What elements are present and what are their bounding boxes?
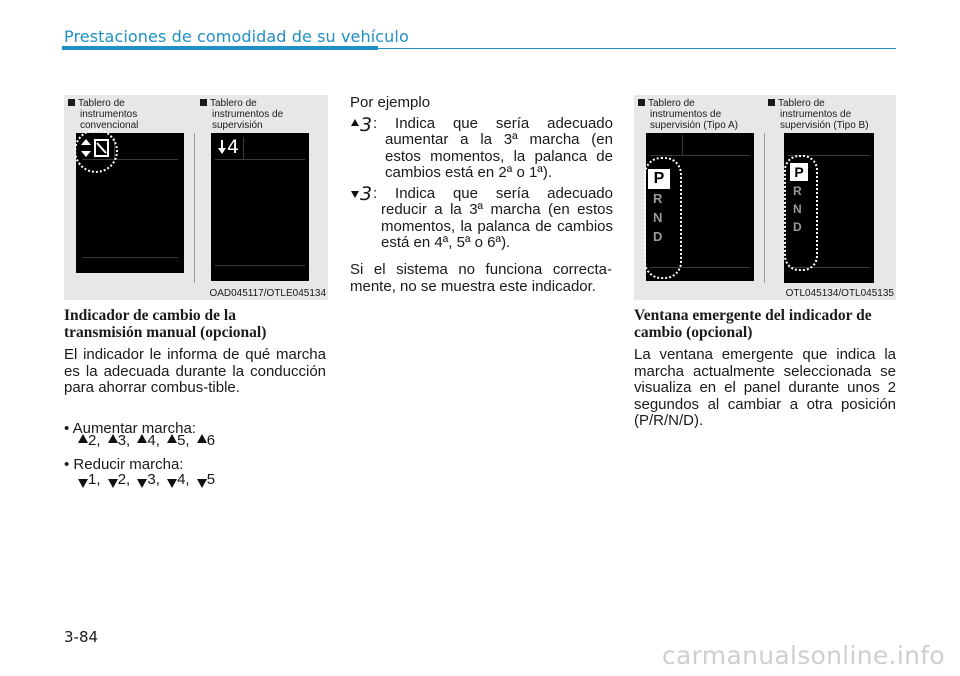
gear-r-label: R [793, 184, 802, 198]
figure-manual-gear-indicator [64, 95, 328, 300]
example-upshift-desc: aumentar a la 3ª marcha (en estos momentos, la palanca de cambios está en 2ª o 1ª). [385, 131, 613, 181]
caption-bullet-square [768, 99, 775, 106]
shift-down-icon [217, 139, 227, 155]
failure-note: Si el sistema no funciona correcta-mente, no se muestra este indicador. [350, 261, 612, 295]
figure-code: OAD045117/OTLE045134 [209, 288, 326, 299]
arrow-down-icon [78, 479, 88, 488]
section-heading-manual-indicator: Indicador de cambio de la transmisión manual (opcional) [64, 307, 267, 341]
caption-bullet-square [638, 99, 645, 106]
supervision-cluster-screen [211, 133, 309, 281]
downshift-gear-list: 1, 2, 3, 4, 5 [78, 471, 218, 488]
gear-n-label: N [793, 202, 802, 216]
arrow-up-icon [197, 434, 207, 443]
bullet-downshift: • Reducir marcha: [64, 456, 184, 473]
gear-r-label: R [653, 191, 663, 206]
figure-divider [194, 133, 195, 283]
manual-indicator-intro: El indicador le informa de qué marcha es la adecuada durante la conducción para ahorrar combus-tible. [64, 346, 326, 396]
arrow-down-icon [167, 479, 177, 488]
type-b-cluster-screen [784, 133, 874, 283]
figure-caption-supervision: Tablero de instrumentos de supervisión [200, 98, 283, 131]
upshift-gear-list: 2, 3, 4, 5, 6 [78, 432, 218, 449]
arrow-up-icon [108, 434, 118, 443]
example-downshift-glyph: 3 [351, 185, 377, 205]
arrow-up-icon [167, 434, 177, 443]
figure-gear-popup [634, 95, 896, 300]
gear-p-badge: P [790, 163, 808, 181]
figure-caption-conventional: Tablero de instrumentos convencional [68, 98, 138, 131]
figure-caption-type-b: Tablero de instrumentos de supervisión (Tipo B) [768, 98, 869, 131]
header-rule [62, 46, 378, 50]
section-heading-gear-popup: Ventana emergente del indicador de cambio (opcional) [634, 307, 872, 341]
example-upshift-glyph: 3 [351, 116, 377, 136]
target-gear-number: 4 [227, 136, 240, 158]
gear-popup-body: La ventana emergente que indica la marcha actualmente seleccionada se visualiza en el panel durante unos 2 segundos al cambiar a otra posición (P/R/N/D). [634, 346, 896, 429]
page-number: 3-84 [64, 628, 99, 646]
watermark: carmanualsonline.info [662, 641, 945, 670]
arrow-down-icon [197, 479, 207, 488]
figure-code: OTL045134/OTL045135 [785, 288, 894, 299]
conventional-cluster-screen [76, 133, 184, 273]
example-downshift-line1: : Indica que sería adecuado [373, 185, 613, 202]
example-downshift-desc: reducir a la 3ª marcha (en estos momentos, la palanca de cambios está en 4ª, 5ª o 6ª). [381, 201, 613, 251]
example-upshift-line1: : Indica que sería adecuado [373, 115, 613, 132]
caption-bullet-square [200, 99, 207, 106]
bullet-upshift: • Aumentar marcha: [64, 420, 196, 437]
figure-divider [764, 133, 765, 283]
type-a-cluster-screen [646, 133, 754, 281]
gear-d-label: D [653, 229, 663, 244]
figure-caption-type-a: Tablero de instrumentos de supervisión (Tipo A) [638, 98, 738, 131]
gear-p-badge: P [648, 169, 670, 189]
arrow-up-icon [351, 119, 359, 126]
arrow-down-icon [108, 479, 118, 488]
example-title: Por ejemplo [350, 94, 431, 111]
arrow-up-icon [78, 434, 88, 443]
arrow-down-icon [137, 479, 147, 488]
header-rule-thin [378, 48, 896, 49]
shift-updown-icon [80, 137, 114, 161]
section-header-title: Prestaciones de comodidad de su vehículo [64, 27, 409, 46]
gear-d-label: D [793, 220, 802, 234]
caption-bullet-square [68, 99, 75, 106]
gear-n-label: N [653, 210, 663, 225]
arrow-up-icon [137, 434, 147, 443]
arrow-down-icon [351, 191, 359, 198]
